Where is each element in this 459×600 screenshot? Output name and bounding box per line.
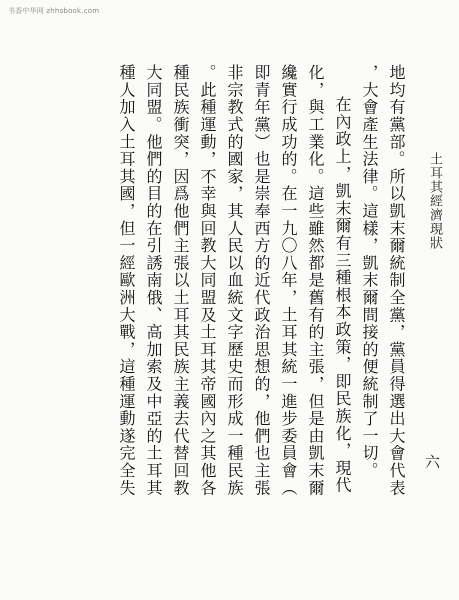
- text-column: 。此種運動，不幸與回教大同盟及土耳其帝國內之其他各: [198, 64, 217, 497]
- text-column: ，大會產生法律。這樣，凱末爾間接的便統制了一切。: [360, 64, 379, 480]
- watermark-text: 书香中华网 zhhsbook.com: [8, 7, 100, 15]
- text-column: 大同盟。他們的目的在引誘南俄、高加索及中亞的土耳其: [144, 64, 163, 497]
- page-number: 六: [423, 454, 441, 469]
- text-column: 種民族衝突，因爲他們主張以土耳其民族主義去代替回教: [171, 64, 190, 497]
- text-column: 纔實行成功的。在一九〇八年，土耳其統一進步委員會（: [279, 64, 298, 497]
- text-column: 在內政上，凱末爾有三種根本政策，即民族化，現代: [333, 96, 352, 494]
- running-head: 土耳其經濟現狀: [427, 152, 442, 250]
- text-column: 非宗教式的國家，其人民以血統文字歷史而形成一種民族: [225, 64, 244, 497]
- body-text: [50, 64, 410, 584]
- text-column: 種人加入土耳其國，但一經歐洲大戰，這種運動遂完全失: [117, 64, 136, 497]
- text-column: 化，與工業化。這些雖然都是舊有的主張，但是由凱末爾: [306, 64, 325, 497]
- text-column: 即青年黨）也是崇奉西方的近代政治思想的，他們也主張: [252, 64, 271, 497]
- text-column: 地均有黨部。所以凱末爾統制全黨，黨員得選出大會代表: [387, 64, 406, 497]
